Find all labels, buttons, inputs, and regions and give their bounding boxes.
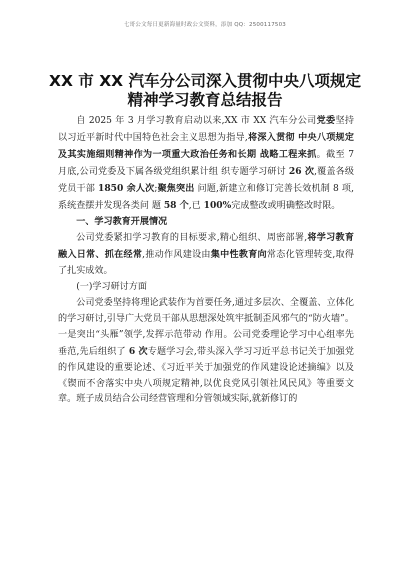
section-text-1: 公司党委紧扣学习教育的目标要求,精心组织、周密部署, (76, 233, 308, 244)
title-line-2: 精神学习教育总结报告 (127, 91, 283, 109)
document-title (40, 72, 370, 110)
intro-text-12: 58 个 (163, 199, 189, 211)
intro-text-3: 坚持以习近平新时代中国特色社会主义思想为指导, (58, 116, 354, 143)
intro-text-10: 聚焦突出 (157, 182, 195, 194)
section-text-5: 常态化管理转变,取得了扎实成效。 (58, 250, 354, 277)
subsection-heading: (一)学习研讨方面 (76, 282, 147, 293)
section-heading: 一、学习教育开展情况 (76, 216, 168, 228)
header-note: 七哥公文每日更新海量时政公文资料，添加 QQ：2500117503 (123, 22, 286, 28)
intro-text-6: 26 次 (288, 165, 315, 177)
intro-text-8: 1850 余人次 (98, 182, 155, 194)
study-text-3: 专题学习会,带头深入学习习近平总书记关于加强党的作风建设的重要论述、《习近平关于加强党的作风建设论述摘编》以及《锲而不舍落实中央八项规定精神,以优良党风引领社风民风》等重要文章。班子成员结合公司经营管理和分管领域实际,就新修订的 (58, 346, 354, 405)
intro-text-4: 将深入贯彻 中央八项规定及其实施细则精神作为一项重大政治任务和长期 战略工程来抓 (58, 131, 354, 160)
section-text-3: ,推动作风建设由 (142, 250, 211, 261)
intro-text-7: ,覆盖各级党员干部 (58, 166, 354, 194)
section-text-4: 集中性教育向 (210, 249, 267, 261)
section-text-2: 将学习教育融入日常、抓在经常 (58, 232, 354, 261)
study-text-2: 6 次 (128, 345, 148, 357)
intro-paragraph (58, 113, 354, 214)
study-text-1: 公司党委坚持将理论武装作为首要任务,通过多层次、全覆盖、立体化的学习研讨,引导广大党员干部从思想深处筑牢抵制歪风邪气的“防火墙”。一是突出“头雁”领学,发挥示范带动 作用。公司党委理论学习中心组率先垂范,先后组织了 (58, 297, 354, 357)
intro-text-2: 党委 (316, 115, 336, 126)
section-paragraph (58, 230, 354, 280)
intro-text-1: 自 2025 年 3 月学习教育启动以来,XX 市 XX 汽车分公司 (76, 116, 317, 126)
intro-text-9: ; (154, 183, 158, 194)
document-body (58, 113, 354, 408)
intro-text-14: 100% (203, 199, 232, 211)
study-paragraph (58, 296, 354, 408)
intro-text-15: 完成整改或明确整改时限。 (231, 200, 341, 211)
title-line-1: XX 市 XX 汽车分公司深入贯彻中央八项规定 (49, 72, 361, 90)
intro-text-11: 问题,新建立和修订完善长效机制 8 项,系统查摆并发现各类问 题 (58, 183, 354, 211)
intro-text-5: 。截至 7 月底,公司党委及下属各级党组织累计组 织专题学习研讨 (58, 149, 354, 177)
intro-text-13: ,已 (188, 200, 204, 211)
